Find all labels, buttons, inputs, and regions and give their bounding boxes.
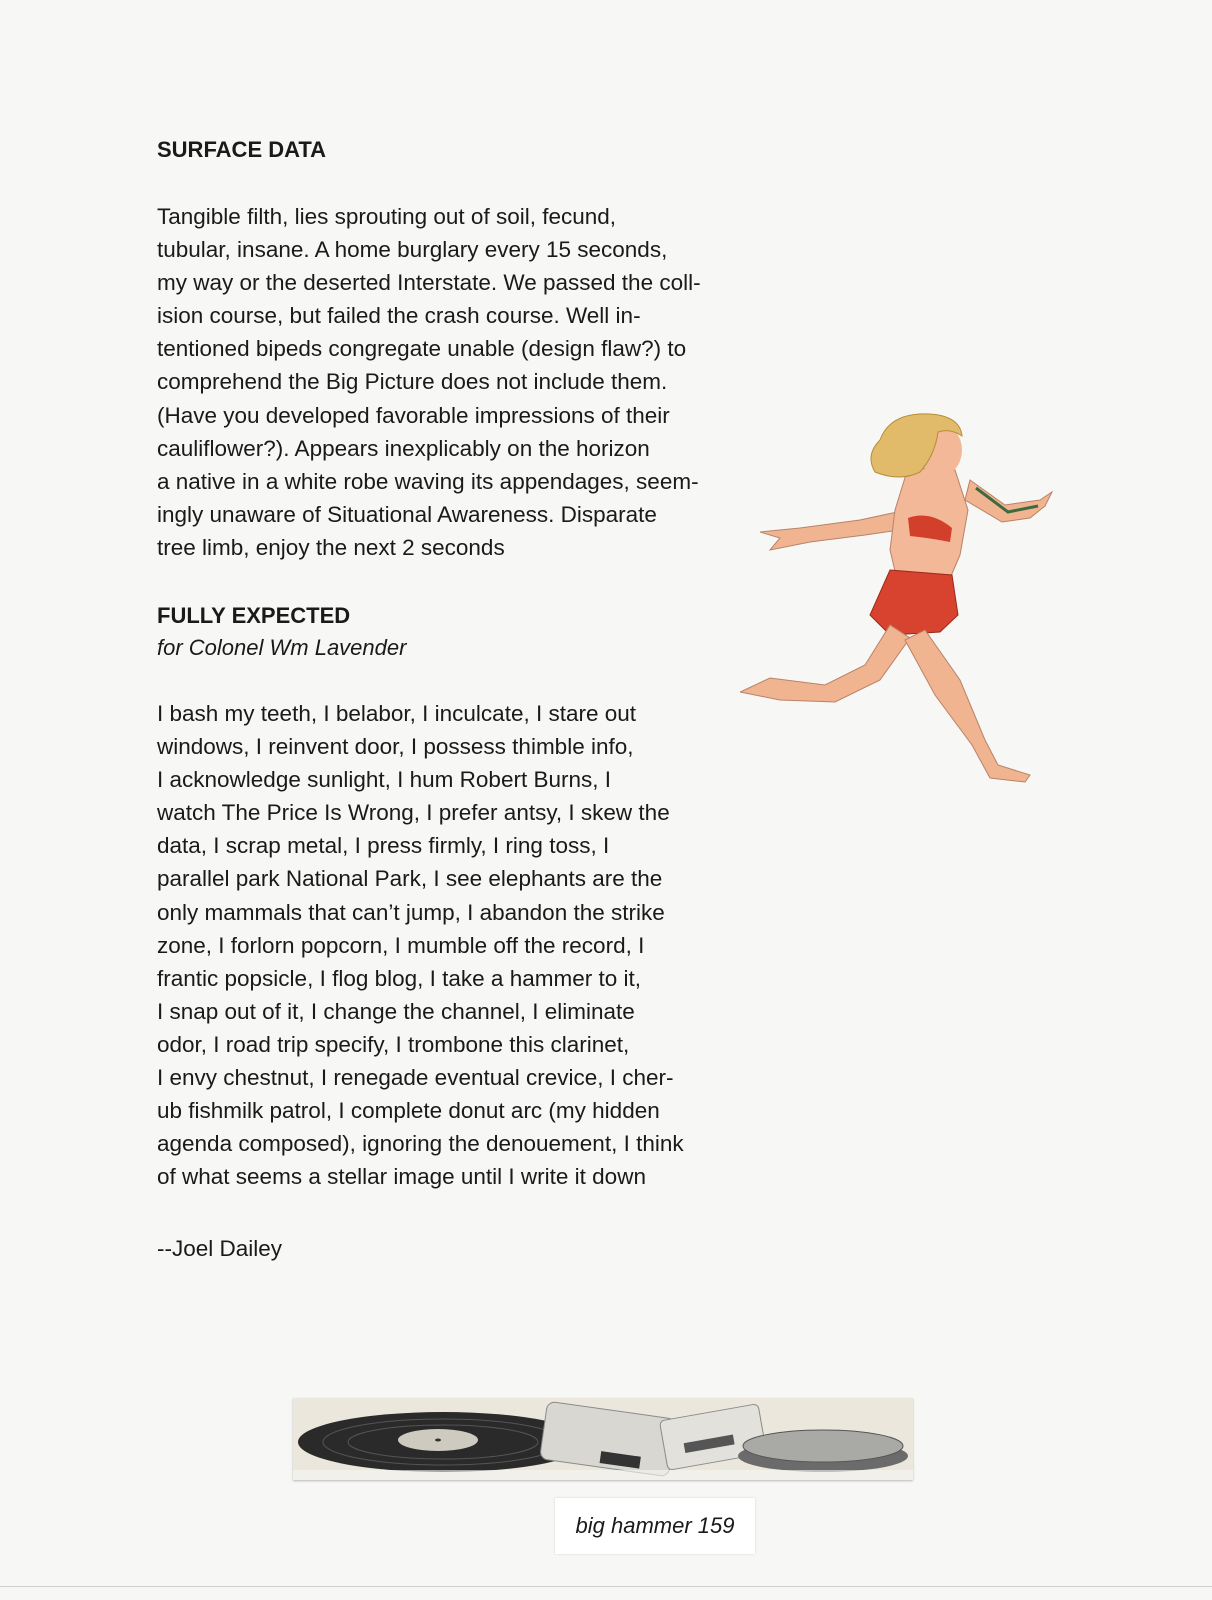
poem-line: I snap out of it, I change the channel, I eliminate [157,998,635,1024]
poem-line: zone, I forlorn popcorn, I mumble off the record, I [157,932,645,958]
poem-line: I envy chestnut, I renegade eventual crevice, I cher- [157,1065,674,1091]
poem-title: SURFACE DATA [157,137,327,162]
poem-line: I bash my teeth, I belabor, I inculcate, I stare out [157,701,637,726]
poem-line: tubular, insane. A home burglary every 15 seconds, [157,237,668,263]
poem-line: tentioned bipeds congregate unable (design flaw?) to [157,336,687,362]
poem-line: frantic popsicle, I flog blog, I take a hammer to it, [157,965,641,991]
poem-line: cauliflower?). Appears inexplicably on the horizon [157,435,650,461]
poem-body [157,697,757,1193]
author-signature: --Joel Dailey [157,1236,283,1261]
poem-line: only mammals that can’t jump, I abandon the strike [157,899,665,925]
poem-line: a native in a white robe waving its appendages, seem- [157,468,699,494]
poem-line: agenda composed), ignoring the denouement, I think [157,1131,684,1157]
poem-line: my way or the deserted Interstate. We passed the coll- [157,270,701,296]
poem-line: comprehend the Big Picture does not include them. [157,369,668,395]
poem-line: Tangible filth, lies sprouting out of soil, fecund, [157,204,617,229]
footer-label [555,1498,755,1554]
poem-body [157,200,757,564]
poem-line: of what seems a stellar image until I write it down [157,1164,646,1190]
running-woman-collage-image [740,410,1070,795]
poem-dedication: for Colonel Wm Lavender [157,635,407,660]
poem-line: I acknowledge sunlight, I hum Robert Burns, I [157,767,611,793]
poem-line: watch The Price Is Wrong, I prefer antsy, I skew the [157,800,670,826]
footer-text: big hammer 159 [575,1513,735,1538]
vinyl-records-and-cassettes-collage-image [293,1398,913,1480]
poem-line: odor, I road trip specify, I trombone this clarinet, [157,1031,630,1057]
poem-line: windows, I reinvent door, I possess thimble info, [157,734,634,760]
poem-surface-data [157,134,757,564]
poem-line: data, I scrap metal, I press firmly, I ring toss, I [157,833,610,859]
poem-line: ub fishmilk patrol, I complete donut arc (my hidden [157,1098,660,1124]
poem-line: ision course, but failed the crash course. Well in- [157,303,641,329]
poem-line: ingly unaware of Situational Awareness. Disparate [157,501,657,527]
poem-fully-expected [157,600,757,1193]
poem-title: FULLY EXPECTED [157,603,351,628]
poem-line: (Have you developed favorable impressions of their [157,402,670,428]
poem-line: parallel park National Park, I see elephants are the [157,866,663,892]
poem-line: tree limb, enjoy the next 2 seconds [157,534,505,560]
page-edge-line [0,1586,1212,1587]
